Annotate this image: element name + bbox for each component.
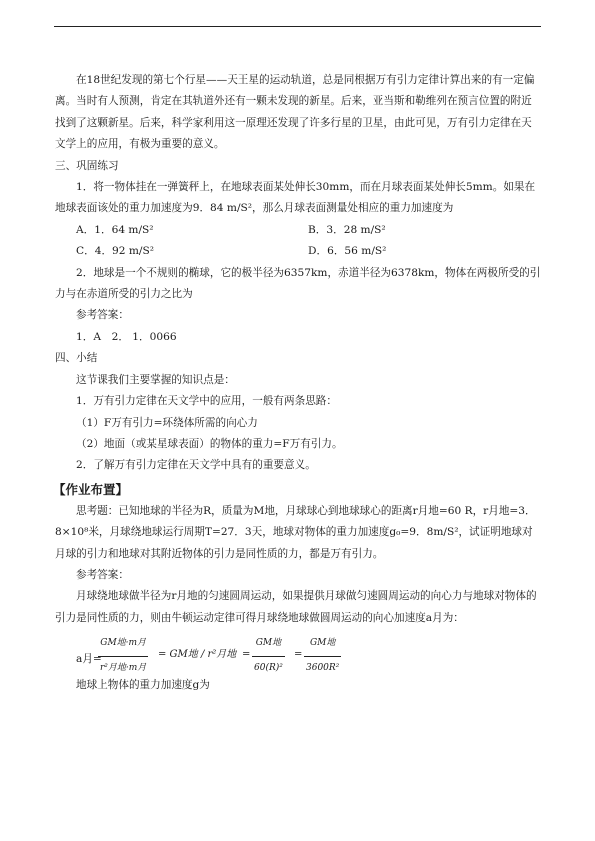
solution-text: 月球绕地球做半径为r月地的匀速圆周运动，如果提供月球做匀速圆周运动的向心力与地球对物体的引力是同性质的力，则由牛顿运动定律可得月球绕地球做圆周运动的向心加速度a月为： bbox=[55, 590, 537, 624]
summary-point-1b: （2）地面（或某星球表面）的物体的重力=F万有引力。 bbox=[76, 437, 343, 450]
intro-paragraph: 在18世纪发现的第七个行星——天王星的运动轨道，总是同根据万有引力定律计算出来的有一定偏离。当时有人预测，肯定在其轨道外还有一颗未发现的新星。后来，亚当斯和勒维列在预言位置的附近找到了这颗新星。后来，科学家利用这一原理还发现了许多行星的卫星，由此可见，万有引力定律在天文学上的应用，有极为重要的意义。 bbox=[55, 74, 535, 151]
document-body bbox=[55, 70, 541, 697]
section-4-heading: 四、小结 bbox=[55, 352, 98, 365]
equals-sign-2: = bbox=[294, 649, 303, 661]
option-b: B．3．28 m/S² bbox=[308, 223, 386, 236]
option-a: A．1．64 m/S² bbox=[76, 223, 154, 236]
summary-intro: 这节课我们主要掌握的知识点是： bbox=[76, 373, 235, 386]
fraction-2-numerator: GM地 bbox=[252, 633, 285, 656]
fraction-3-numerator: GM地 bbox=[304, 633, 341, 656]
homework-heading: 【作业布置】 bbox=[53, 481, 129, 497]
answers: 1．A 2． 1．0066 bbox=[76, 330, 177, 343]
summary-point-1: 1．万有引力定律在天文学中的应用，一般有两条思路： bbox=[76, 395, 337, 408]
section-3-heading: 三、巩固练习 bbox=[55, 159, 119, 172]
fraction-1-numerator: GM地·m月 bbox=[98, 633, 148, 656]
homework-text: 思考题：已知地球的半径为R，质量为M地，月球球心到地球球心的距离r月地=60 R，r月地=3．8×10⁸米，月球绕地球运行周期T=27．3天，地球对物体的重力加速度g₀=9．8m/S²，试证明地球对月球的引力和地球对其附近物体的引力是同性质的力，都是万有引力。 bbox=[55, 504, 536, 560]
fraction-1 bbox=[98, 633, 148, 679]
fraction-2 bbox=[252, 633, 285, 679]
equals-sign-1: = bbox=[242, 649, 251, 661]
fraction-3 bbox=[304, 633, 341, 679]
question-2: 2．地球是一个不规则的椭球，它的极半径为6357km，赤道半径为6378km，物体在两极所受的引力与在赤道所受的引力之比为 bbox=[55, 266, 541, 301]
answer-label-2: 参考答案： bbox=[76, 568, 129, 581]
summary-point-2: 2．了解万有引力定律在天文学中具有的重要意义。 bbox=[76, 459, 316, 472]
question-1: 1．将一物体挂在一弹簧秤上，在地球表面某处伸长30mm，而在月球表面某处伸长5mm。如果在地球表面该处的重力加速度为9．84 m/S²，那么月球表面测量处相应的重力加速度为 bbox=[55, 181, 536, 215]
fraction-2-denominator: 60(R)² bbox=[254, 662, 283, 673]
fraction-1-denominator: r²月地·m月 bbox=[100, 662, 147, 673]
answer-label: 参考答案： bbox=[76, 309, 129, 322]
summary-point-1a: （1）F万有引力=环绕体所需的向心力 bbox=[76, 416, 258, 429]
fraction-3-denominator: 3600R² bbox=[306, 662, 340, 673]
formula-middle: = GM地 / r²月地 bbox=[158, 649, 237, 661]
formula-lhs: a月= bbox=[76, 653, 102, 666]
options-row-2 bbox=[55, 241, 541, 262]
final-text: 地球上物体的重力加速度g为 bbox=[76, 679, 210, 692]
acceleration-formula bbox=[76, 633, 541, 673]
option-d: D．6．56 m/S² bbox=[308, 245, 387, 258]
option-c: C．4．92 m/S² bbox=[76, 245, 154, 258]
header-rule bbox=[54, 26, 541, 27]
options-row-1 bbox=[55, 220, 541, 241]
